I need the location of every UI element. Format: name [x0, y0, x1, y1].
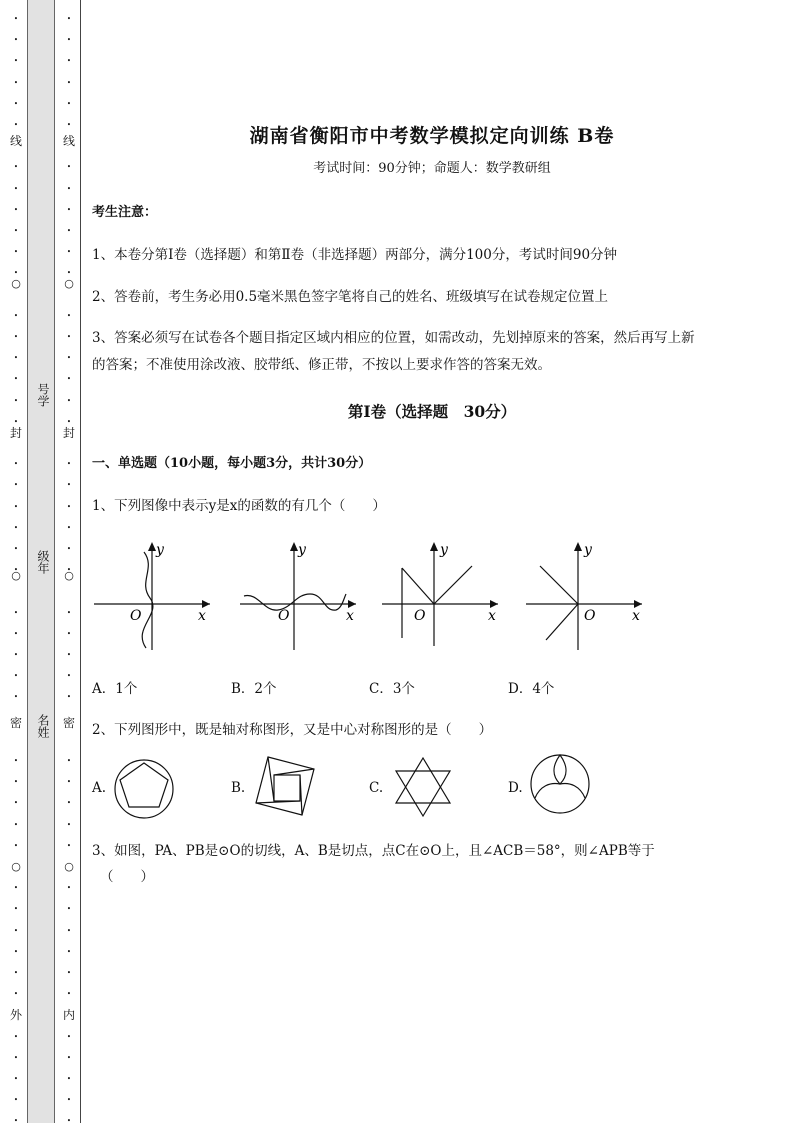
binding-dot-icon: [9, 646, 23, 662]
notice-item-1: 1、本卷分第Ⅰ卷（选择题）和第Ⅱ卷（非选择题）两部分，满分100分，考试时间90分钟: [92, 247, 618, 263]
binding-ring-icon: [62, 568, 76, 583]
q1-option-a[interactable]: A．1个: [92, 681, 138, 697]
y-arrow-icon: [430, 542, 438, 551]
question-2-stem: 2、下列图形中，既是轴对称图形，又是中心对称图形的是（ ）: [92, 722, 493, 738]
origin-label: O: [130, 608, 142, 624]
ray-left: [402, 568, 434, 604]
binding-dot-icon: [62, 307, 76, 323]
binding-dot-icon: [62, 243, 76, 259]
binding-dot-icon: [62, 31, 76, 47]
binding-dot-icon: [9, 74, 23, 90]
question-3-stem: 3、如图，PA、PB是⊙O的切线，A、B是切点，点C在⊙O上，且∠ACB＝58°，则∠APB等于: [92, 843, 655, 859]
binding-dot-icon: [62, 1091, 76, 1107]
binding-dot-icon: [62, 667, 76, 683]
binding-dot-icon: [62, 625, 76, 641]
binding-dot-icon: [9, 180, 23, 196]
binding-dot-icon: [62, 392, 76, 408]
binding-dot-icon: [62, 52, 76, 68]
x-arrow-icon: [202, 600, 210, 608]
left-dot-column: [9, 0, 23, 1123]
binding-dot-icon: [62, 879, 76, 895]
y-arrow-icon: [290, 542, 298, 551]
graph-d: [524, 538, 646, 654]
x-arrow-icon: [490, 600, 498, 608]
binding-dot-icon: [62, 794, 76, 810]
binding-ring-icon: [9, 568, 23, 583]
right-mark-nei: 内: [63, 1008, 76, 1022]
curve-a: [142, 552, 153, 648]
binding-dot-icon: [9, 922, 23, 938]
binding-dot-icon: [62, 646, 76, 662]
binding-dot-icon: [9, 1091, 23, 1107]
grade-label: 级年: [36, 550, 50, 574]
binding-dot-icon: [9, 688, 23, 704]
binding-dot-icon: [62, 604, 76, 620]
pentagon-shape: [120, 763, 168, 807]
left-mark-mi: 密: [10, 716, 23, 730]
graph-b: [238, 538, 360, 654]
binding-dot-icon: [9, 1112, 23, 1128]
binding-dot-icon: [9, 985, 23, 1001]
y-arrow-icon: [148, 542, 156, 551]
section-title: 第Ⅰ卷（选择题 30分）: [347, 402, 517, 421]
binding-ring-icon: [62, 859, 76, 874]
right-mark-feng: 封: [63, 426, 76, 440]
y-label: y: [440, 542, 448, 558]
q1-option-d[interactable]: D．4个: [508, 681, 555, 697]
binding-dot-icon: [9, 307, 23, 323]
binding-dot-icon: [9, 879, 23, 895]
binding-dot-icon: [62, 222, 76, 238]
binding-dot-icon: [9, 964, 23, 980]
binding-dot-icon: [9, 794, 23, 810]
binding-dot-icon: [62, 964, 76, 980]
x-label: x: [488, 608, 496, 624]
binding-dot-icon: [62, 370, 76, 386]
binding-dot-icon: [9, 328, 23, 344]
exam-info: 考试时间：90分钟；命题人：数学教研组: [313, 161, 551, 176]
binding-dot-icon: [9, 116, 23, 132]
q2-option-c-label[interactable]: C.: [369, 780, 384, 796]
binding-dot-icon: [9, 243, 23, 259]
graph-c: [380, 538, 502, 654]
binding-rule: [80, 0, 81, 1123]
hexagram-figure: [392, 756, 454, 818]
q2-option-a-label[interactable]: A.: [92, 780, 107, 796]
binding-dot-icon: [9, 773, 23, 789]
binding-dot-icon: [9, 900, 23, 916]
y-label: y: [584, 542, 592, 558]
binding-dot-icon: [62, 95, 76, 111]
x-arrow-icon: [634, 600, 642, 608]
curve-b: [244, 594, 346, 610]
part-one-heading: 一、单选题（10小题，每小题3分，共计30分）: [92, 456, 372, 471]
outer-square: [256, 757, 314, 815]
binding-dot-icon: [62, 688, 76, 704]
binding-dot-icon: [62, 985, 76, 1001]
binding-dot-icon: [9, 519, 23, 535]
y-label: y: [298, 542, 306, 558]
right-mark-xian: 线: [63, 134, 76, 148]
origin-label: O: [278, 608, 290, 624]
binding-dot-icon: [9, 31, 23, 47]
binding-ring-icon: [62, 276, 76, 291]
binding-dot-icon: [9, 349, 23, 365]
square-in-square-figure: [252, 753, 322, 823]
binding-dot-icon: [62, 1112, 76, 1128]
binding-dot-icon: [9, 370, 23, 386]
q2-option-b-label[interactable]: B.: [231, 780, 246, 796]
binding-dot-icon: [62, 752, 76, 768]
triangle-down: [396, 771, 450, 816]
binding-dot-icon: [9, 1049, 23, 1065]
question-1-stem: 1、下列图像中表示y是x的函数的有几个（ ）: [92, 498, 386, 514]
x-label: x: [198, 608, 206, 624]
binding-dot-icon: [9, 667, 23, 683]
student-id-label: 号学: [36, 383, 50, 407]
page-title: 湖南省衡阳市中考数学模拟定向训练 B卷: [249, 125, 615, 147]
binding-dot-icon: [62, 540, 76, 556]
binding-dot-icon: [9, 476, 23, 492]
line-up: [546, 604, 578, 640]
binding-dot-icon: [62, 922, 76, 938]
line-down: [540, 566, 578, 604]
binding-dot-icon: [62, 349, 76, 365]
binding-dot-icon: [9, 498, 23, 514]
inner-square: [274, 775, 300, 801]
notice-item-3: 3、答案必须写在试卷各个题目指定区域内相应的位置，如需改动，先划掉原来的答案，然后再写上新: [92, 330, 695, 346]
three-petal-circle-figure: [528, 752, 592, 816]
q1-option-b[interactable]: B．2个: [231, 681, 277, 697]
q2-option-d-label[interactable]: D.: [508, 780, 523, 796]
right-mark-mi: 密: [63, 716, 76, 730]
binding-dot-icon: [62, 519, 76, 535]
binding-dot-icon: [9, 943, 23, 959]
binding-dot-icon: [9, 837, 23, 853]
binding-dot-icon: [62, 1070, 76, 1086]
notice-item-2: 2、答卷前，考生务必用0.5毫米黑色签字笔将自己的姓名、班级填写在试卷规定位置上: [92, 289, 609, 305]
binding-dot-icon: [62, 1049, 76, 1065]
binding-dot-icon: [62, 455, 76, 471]
y-arrow-icon: [574, 542, 582, 551]
name-label: 名姓: [36, 714, 50, 738]
q1-option-c[interactable]: C．3个: [369, 681, 415, 697]
binding-dot-icon: [9, 604, 23, 620]
binding-dot-icon: [62, 328, 76, 344]
binding-dot-icon: [62, 180, 76, 196]
binding-dot-icon: [9, 158, 23, 174]
binding-dot-icon: [62, 476, 76, 492]
binding-margin: [0, 0, 90, 1123]
binding-dot-icon: [62, 837, 76, 853]
binding-dot-icon: [9, 52, 23, 68]
circle-pentagon-figure: [112, 757, 176, 821]
binding-dot-icon: [9, 816, 23, 832]
notice-item-3-cont: 的答案；不准使用涂改液、胶带纸、修正带，不按以上要求作答的答案无效。: [92, 357, 551, 373]
binding-dot-icon: [9, 222, 23, 238]
left-mark-feng: 封: [10, 426, 23, 440]
notice-heading: 考生注意：: [92, 205, 158, 220]
binding-dot-icon: [9, 625, 23, 641]
binding-ring-icon: [9, 859, 23, 874]
x-label: x: [346, 608, 354, 624]
question-3-answer-blank: （ ）: [100, 869, 154, 885]
binding-dot-icon: [62, 10, 76, 26]
left-mark-wai: 外: [10, 1008, 23, 1022]
origin-label: O: [414, 608, 426, 624]
x-label: x: [632, 608, 640, 624]
binding-dot-icon: [62, 74, 76, 90]
binding-dot-icon: [9, 455, 23, 471]
binding-dot-icon: [9, 10, 23, 26]
graph-a: [92, 538, 214, 654]
binding-dot-icon: [62, 201, 76, 217]
right-dot-column: [62, 0, 76, 1123]
origin-label: O: [584, 608, 596, 624]
binding-dot-icon: [62, 116, 76, 132]
left-mark-xian: 线: [10, 134, 23, 148]
binding-dot-icon: [9, 1028, 23, 1044]
binding-dot-icon: [9, 752, 23, 768]
triangle-up: [396, 758, 450, 803]
ray-right: [434, 566, 472, 604]
binding-dot-icon: [9, 540, 23, 556]
x-arrow-icon: [348, 600, 356, 608]
binding-dot-icon: [62, 943, 76, 959]
binding-dot-icon: [62, 498, 76, 514]
binding-dot-icon: [62, 773, 76, 789]
binding-dot-icon: [62, 900, 76, 916]
binding-dot-icon: [9, 392, 23, 408]
binding-dot-icon: [9, 1070, 23, 1086]
binding-dot-icon: [62, 158, 76, 174]
binding-dot-icon: [62, 1028, 76, 1044]
binding-dot-icon: [62, 816, 76, 832]
y-label: y: [156, 542, 164, 558]
binding-ring-icon: [9, 276, 23, 291]
binding-dot-icon: [9, 95, 23, 111]
binding-dot-icon: [9, 201, 23, 217]
